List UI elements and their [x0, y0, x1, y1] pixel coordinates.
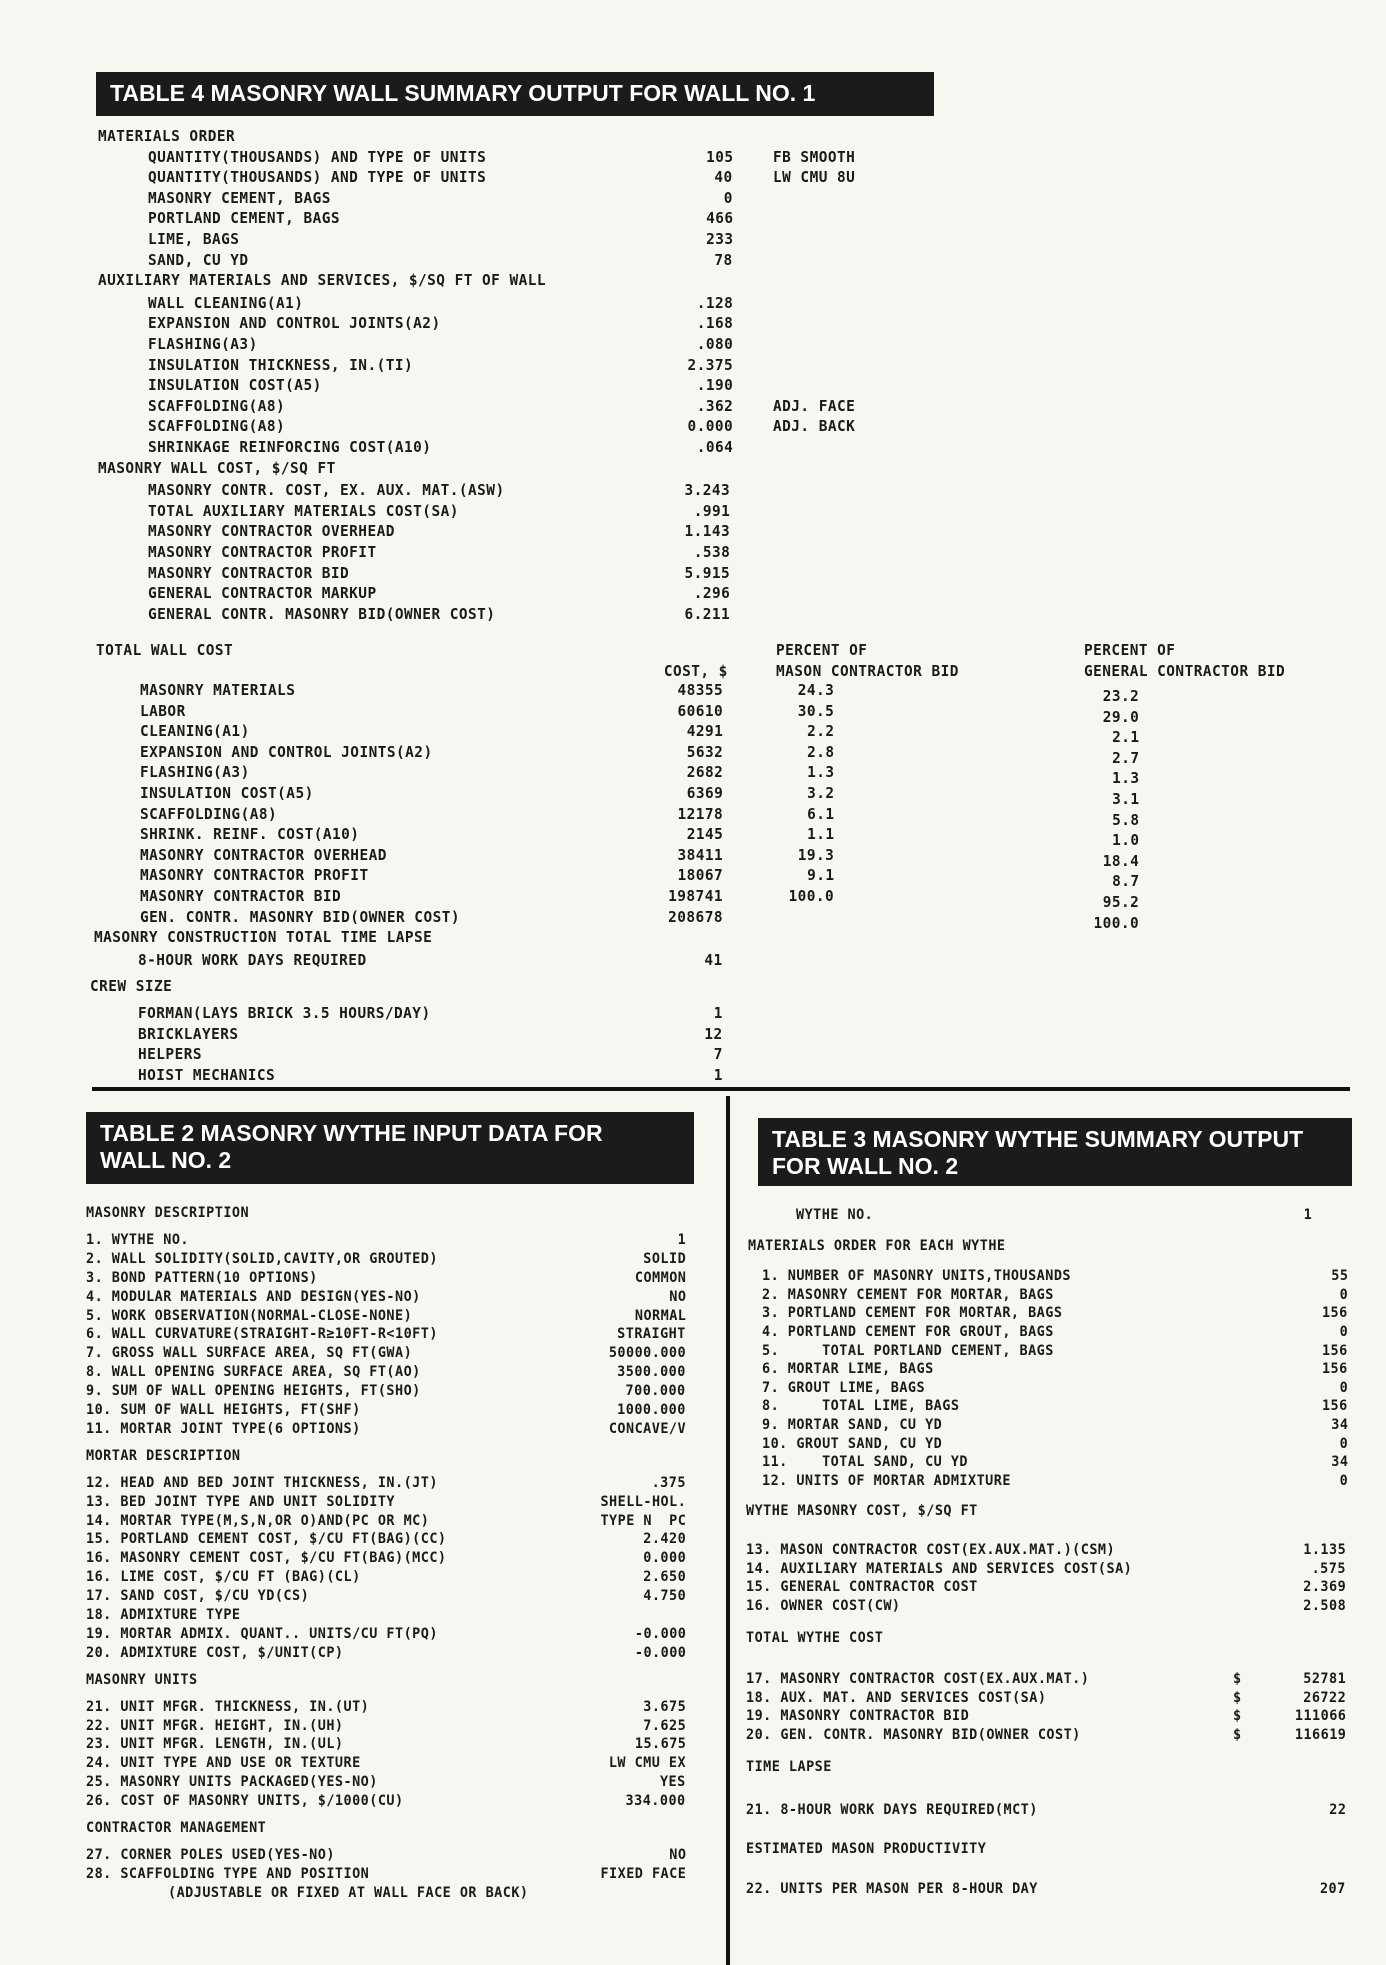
row-pct-mason: 100.0: [788, 887, 834, 905]
row-value: YES: [660, 1774, 686, 1791]
row-cost: 48355: [677, 681, 723, 699]
row-label: 15. PORTLAND CEMENT COST, $/CU FT(BAG)(CC): [86, 1531, 447, 1548]
row-currency: $: [1233, 1708, 1242, 1725]
row-value: 3.675: [643, 1698, 686, 1715]
row-value: 0: [1339, 1286, 1348, 1303]
row-label: 9. MORTAR SAND, CU YD: [762, 1417, 943, 1433]
table3-title: [758, 1118, 1352, 1186]
row-pct-mason: 1.3: [806, 763, 834, 782]
row-label: 11. TOTAL SAND, CU YD: [762, 1454, 969, 1471]
row-value: -0.000: [634, 1625, 686, 1642]
row-value: .575: [1311, 1560, 1346, 1577]
row-label: MASONRY CONTRACTOR OVERHEAD: [140, 845, 387, 864]
row-value: 6.211: [684, 604, 730, 623]
row-label: 1. NUMBER OF MASONRY UNITS,THOUSANDS: [762, 1268, 1072, 1285]
row-value: 5.915: [684, 563, 730, 582]
row-label: EXPANSION AND CONTROL JOINTS(A2): [140, 742, 433, 761]
row-label: 12. HEAD AND BED JOINT THICKNESS, IN.(JT): [86, 1474, 438, 1491]
section-heading: WYTHE MASONRY COST, $/SQ FT: [746, 1503, 978, 1520]
row-note: LW CMU 8U: [773, 168, 856, 187]
row-label: 3. PORTLAND CEMENT FOR MORTAR, BAGS: [762, 1305, 1063, 1322]
row-cost: 5632: [686, 742, 723, 761]
row-value: .080: [696, 335, 733, 353]
row-value: 0: [1339, 1472, 1348, 1489]
row-value: SOLID: [643, 1250, 686, 1267]
row-value: 1: [677, 1231, 686, 1248]
row-label: MASONRY CONTR. COST, EX. AUX. MAT.(ASW): [148, 481, 505, 500]
table4-title: [96, 72, 934, 116]
row-value: 700.000: [625, 1383, 686, 1400]
table-title-line: FOR WALL NO. 2: [772, 1153, 959, 1179]
row-label: 8. TOTAL LIME, BAGS: [762, 1398, 960, 1415]
row-cost: 198741: [668, 887, 723, 905]
row-label: QUANTITY(THOUSANDS) AND TYPE OF UNITS: [148, 147, 487, 166]
row-pct-mason: 9.1: [806, 866, 834, 885]
section-heading: TIME LAPSE: [746, 1759, 832, 1776]
row-value: 50000.000: [608, 1345, 686, 1362]
section-heading: MASONRY UNITS: [86, 1671, 198, 1688]
row-label: 19. MASONRY CONTRACTOR BID: [746, 1708, 970, 1725]
row-label: SCAFFOLDING(A8): [148, 417, 286, 436]
row-value: 111066: [1294, 1708, 1346, 1725]
section-heading: MASONRY CONSTRUCTION TOTAL TIME LAPSE: [94, 928, 433, 947]
row-label: 7. GROSS WALL SURFACE AREA, SQ FT(GWA): [86, 1345, 413, 1362]
row-label: EXPANSION AND CONTROL JOINTS(A2): [148, 314, 441, 333]
row-label: 26. COST OF MASONRY UNITS, $/1000(CU): [86, 1793, 404, 1810]
row-value: 0.000: [687, 417, 733, 436]
row-cost: 18067: [677, 866, 723, 885]
row-label: SHRINKAGE REINFORCING COST(A10): [148, 438, 432, 456]
row-pct-mason: 3.2: [806, 784, 834, 802]
row-pct-mason: 24.3: [797, 681, 834, 699]
row-value: 2.650: [643, 1569, 686, 1586]
row-label: 22. UNIT MFGR. HEIGHT, IN.(UH): [86, 1717, 344, 1734]
row-label: SAND, CU YD: [148, 250, 249, 269]
row-label: HELPERS: [138, 1045, 203, 1064]
row-label: MASONRY CEMENT, BAGS: [148, 188, 331, 207]
row-value: .064: [696, 438, 733, 456]
row-currency: $: [1233, 1726, 1242, 1743]
table-title-line: TABLE 4 MASONRY WALL SUMMARY OUTPUT FOR WALL NO. 1: [110, 80, 816, 106]
row-label: SCAFFOLDING(A8): [140, 804, 278, 823]
row-value: .991: [693, 501, 730, 520]
row-value: 1: [713, 1065, 723, 1084]
row-label: TOTAL AUXILIARY MATERIALS COST(SA): [148, 501, 459, 520]
row-label: 13. BED JOINT TYPE AND UNIT SOLIDITY: [86, 1493, 396, 1510]
row-pct-mason: 30.5: [797, 701, 834, 720]
row-value: 0: [1339, 1379, 1348, 1396]
row-value: 12: [704, 1024, 723, 1043]
row-pct-mason: 2.8: [806, 742, 834, 761]
row-pct-general: 2.7: [1111, 748, 1139, 767]
row-label: 19. MORTAR ADMIX. QUANT.. UNITS/CU FT(PQ): [86, 1625, 438, 1642]
row-value: FIXED FACE: [600, 1865, 686, 1882]
row-label: 16. OWNER COST(CW): [746, 1597, 901, 1614]
row-label: 9. SUM OF WALL OPENING HEIGHTS, FT(SHO): [86, 1383, 421, 1400]
row-label: GENERAL CONTR. MASONRY BID(OWNER COST): [148, 604, 496, 623]
row-cost: 6369: [686, 784, 723, 802]
row-label: FORMAN(LAYS BRICK 3.5 HOURS/DAY): [138, 1004, 431, 1022]
section-heading: TOTAL WYTHE COST: [746, 1630, 884, 1647]
row-value: 7: [713, 1045, 723, 1064]
row-note: (ADJUSTABLE OR FIXED AT WALL FACE OR BACK): [168, 1884, 529, 1901]
row-label: MASONRY MATERIALS: [140, 681, 296, 699]
row-label: 4. PORTLAND CEMENT FOR GROUT, BAGS: [762, 1324, 1054, 1340]
column-header: COST, $: [663, 662, 728, 680]
table2-title: [86, 1112, 694, 1184]
row-cost: 38411: [677, 845, 723, 864]
row-value: 34: [1330, 1454, 1348, 1471]
row-label: GENERAL CONTRACTOR MARKUP: [148, 584, 377, 603]
row-note: ADJ. BACK: [773, 417, 856, 436]
section-heading: ESTIMATED MASON PRODUCTIVITY: [746, 1840, 987, 1857]
row-label: 6. WALL CURVATURE(STRAIGHT-R≥10FT-R<10FT): [86, 1326, 438, 1343]
row-label: BRICKLAYERS: [138, 1024, 239, 1043]
row-label: HOIST MECHANICS: [138, 1065, 276, 1084]
row-label: MASONRY CONTRACTOR PROFIT: [140, 866, 369, 885]
row-label: 14. AUXILIARY MATERIALS AND SERVICES COST(SA): [746, 1560, 1133, 1577]
row-label: SHRINK. REINF. COST(A10): [140, 825, 360, 844]
row-value: TYPE N PC: [600, 1512, 686, 1529]
row-value: 22: [1328, 1802, 1346, 1818]
section-heading: CREW SIZE: [90, 977, 173, 996]
column-header: MASON CONTRACTOR BID: [776, 662, 959, 680]
row-label: 18. AUX. MAT. AND SERVICES COST(SA): [746, 1689, 1047, 1706]
row-label: 22. UNITS PER MASON PER 8-HOUR DAY: [746, 1881, 1038, 1898]
row-note: FB SMOOTH: [773, 147, 856, 166]
row-value: 2.375: [687, 355, 733, 374]
row-value: .362: [696, 396, 733, 415]
row-label: 3. BOND PATTERN(10 OPTIONS): [86, 1269, 318, 1286]
row-value: 2.420: [643, 1531, 686, 1548]
row-value: .128: [696, 293, 733, 312]
row-label: 21. UNIT MFGR. THICKNESS, IN.(UT): [86, 1698, 370, 1715]
row-value: 3.243: [684, 481, 730, 500]
section-heading: AUXILIARY MATERIALS AND SERVICES, $/SQ FT OF WALL: [98, 271, 547, 290]
row-label: 16. MASONRY CEMENT COST, $/CU FT(BAG)(MCC): [86, 1550, 447, 1567]
row-value: 156: [1322, 1342, 1348, 1359]
row-value: 78: [714, 250, 733, 269]
row-label: 20. ADMIXTURE COST, $/UNIT(CP): [86, 1644, 344, 1661]
section-heading: MASONRY WALL COST, $/SQ FT: [98, 458, 336, 477]
row-label: 28. SCAFFOLDING TYPE AND POSITION: [86, 1865, 370, 1882]
row-value: 40: [714, 168, 733, 187]
row-pct-mason: 6.1: [806, 804, 834, 823]
row-label: 17. SAND COST, $/CU YD(CS): [86, 1588, 310, 1605]
column-header: PERCENT OF: [776, 641, 868, 659]
section-heading: MATERIALS ORDER FOR EACH WYTHE: [748, 1237, 1006, 1254]
row-label: 20. GEN. CONTR. MASONRY BID(OWNER COST): [746, 1726, 1081, 1743]
row-value: 26722: [1303, 1689, 1346, 1706]
row-label: 5. TOTAL PORTLAND CEMENT, BAGS: [762, 1342, 1054, 1359]
row-cost: 2682: [686, 763, 723, 782]
row-label: FLASHING(A3): [148, 335, 258, 353]
row-pct-general: 1.3: [1111, 769, 1139, 788]
row-label: 24. UNIT TYPE AND USE OR TEXTURE: [86, 1755, 361, 1772]
row-value: 1: [1303, 1207, 1312, 1223]
row-value: 34: [1330, 1417, 1348, 1433]
row-label: 8-HOUR WORK DAYS REQUIRED: [138, 950, 367, 969]
row-pct-general: 8.7: [1111, 872, 1139, 891]
row-value: 7.625: [643, 1717, 686, 1734]
row-value: 1: [713, 1004, 723, 1022]
row-label: 6. MORTAR LIME, BAGS: [762, 1361, 934, 1378]
row-label: 8. WALL OPENING SURFACE AREA, SQ FT(AO): [86, 1364, 421, 1381]
row-value: .190: [696, 376, 733, 395]
row-label: INSULATION COST(A5): [140, 784, 314, 802]
row-pct-general: 95.2: [1102, 893, 1139, 911]
row-pct-general: 29.0: [1102, 707, 1139, 726]
row-value: 466: [705, 209, 733, 228]
row-value: 1.135: [1303, 1542, 1346, 1558]
row-label: 2. MASONRY CEMENT FOR MORTAR, BAGS: [762, 1286, 1054, 1303]
table-title-line: TABLE 2 MASONRY WYTHE INPUT DATA FOR: [100, 1120, 603, 1146]
divider-rule: [726, 1096, 730, 1965]
row-label: 18. ADMIXTURE TYPE: [86, 1607, 241, 1623]
row-value: 116619: [1294, 1726, 1346, 1743]
row-label: WYTHE NO.: [796, 1207, 874, 1223]
row-value: NORMAL: [634, 1307, 686, 1324]
row-value: LW CMU EX: [608, 1755, 686, 1772]
row-label: 23. UNIT MFGR. LENGTH, IN.(UL): [86, 1736, 344, 1753]
row-label: 10. GROUT SAND, CU YD: [762, 1435, 943, 1452]
row-value: 0: [723, 188, 733, 207]
row-label: WALL CLEANING(A1): [148, 293, 304, 312]
row-note: ADJ. FACE: [773, 396, 856, 415]
row-pct-mason: 1.1: [806, 825, 834, 844]
row-value: 3500.000: [617, 1364, 686, 1381]
row-value: SHELL-HOL.: [600, 1493, 686, 1510]
section-heading: MASONRY DESCRIPTION: [86, 1205, 250, 1221]
row-pct-general: 1.0: [1111, 831, 1139, 850]
row-label: 5. WORK OBSERVATION(NORMAL-CLOSE-NONE): [86, 1307, 413, 1324]
section-heading: MORTAR DESCRIPTION: [86, 1447, 241, 1464]
row-label: 1. WYTHE NO.: [86, 1231, 190, 1248]
row-currency: $: [1233, 1671, 1242, 1687]
row-value: 52781: [1303, 1671, 1346, 1687]
row-pct-general: 5.8: [1111, 810, 1139, 829]
row-label: MASONRY CONTRACTOR BID: [140, 887, 342, 905]
row-pct-general: 18.4: [1102, 851, 1139, 870]
table-title-line: WALL NO. 2: [100, 1147, 232, 1173]
row-label: LIME, BAGS: [148, 230, 240, 248]
row-value: 156: [1322, 1361, 1348, 1378]
row-value: 0: [1339, 1324, 1348, 1340]
row-label: CLEANING(A1): [140, 722, 250, 741]
row-pct-mason: 19.3: [797, 845, 834, 864]
row-value: 1000.000: [617, 1402, 686, 1418]
row-label: INSULATION THICKNESS, IN.(TI): [148, 355, 414, 374]
row-value: CONCAVE/V: [608, 1420, 686, 1437]
row-value: 156: [1322, 1398, 1348, 1415]
row-value: 15.675: [634, 1736, 686, 1753]
row-value: 2.508: [1303, 1597, 1346, 1614]
row-label: LABOR: [140, 701, 186, 720]
row-label: 4. MODULAR MATERIALS AND DESIGN(YES-NO): [86, 1288, 421, 1305]
row-value: 105: [705, 147, 733, 166]
row-value: 207: [1320, 1881, 1346, 1898]
section-heading: CONTRACTOR MANAGEMENT: [86, 1820, 267, 1836]
row-label: 11. MORTAR JOINT TYPE(6 OPTIONS): [86, 1420, 361, 1437]
row-pct-general: 3.1: [1111, 790, 1139, 808]
row-label: 21. 8-HOUR WORK DAYS REQUIRED(MCT): [746, 1802, 1038, 1818]
row-label: PORTLAND CEMENT, BAGS: [148, 209, 341, 228]
column-header: GENERAL CONTRACTOR BID: [1084, 662, 1286, 680]
row-value: 156: [1322, 1305, 1348, 1322]
column-header: PERCENT OF: [1084, 641, 1176, 659]
row-label: 7. GROUT LIME, BAGS: [762, 1379, 926, 1396]
row-label: 17. MASONRY CONTRACTOR COST(EX.AUX.MAT.): [746, 1671, 1090, 1687]
row-value: NO: [668, 1846, 686, 1863]
row-cost: 4291: [686, 722, 723, 741]
row-value: COMMON: [634, 1269, 686, 1286]
row-currency: $: [1233, 1689, 1242, 1706]
row-label: SCAFFOLDING(A8): [148, 396, 286, 415]
row-pct-general: 23.2: [1102, 687, 1139, 705]
row-cost: 60610: [677, 701, 723, 720]
table-title-line: TABLE 3 MASONRY WYTHE SUMMARY OUTPUT: [772, 1126, 1304, 1152]
row-label: 25. MASONRY UNITS PACKAGED(YES-NO): [86, 1774, 378, 1791]
row-label: GEN. CONTR. MASONRY BID(OWNER COST): [140, 907, 461, 926]
row-label: 27. CORNER POLES USED(YES-NO): [86, 1846, 335, 1863]
row-label: 16. LIME COST, $/CU FT (BAG)(CL): [86, 1569, 361, 1586]
row-label: 2. WALL SOLIDITY(SOLID,CAVITY,OR GROUTED): [86, 1250, 438, 1267]
row-value: 334.000: [625, 1793, 686, 1810]
row-value: STRAIGHT: [617, 1326, 686, 1343]
row-label: MASONRY CONTRACTOR OVERHEAD: [148, 522, 395, 541]
section-heading: TOTAL WALL COST: [96, 641, 234, 659]
row-cost: 208678: [668, 907, 723, 926]
row-label: FLASHING(A3): [140, 763, 250, 782]
row-value: 4.750: [643, 1588, 686, 1605]
row-cost: 2145: [686, 825, 723, 844]
divider-rule: [92, 1087, 1350, 1091]
row-label: 10. SUM OF WALL HEIGHTS, FT(SHF): [86, 1402, 361, 1418]
row-value: .296: [693, 584, 730, 603]
row-value: 0.000: [643, 1550, 686, 1567]
row-label: 12. UNITS OF MORTAR ADMIXTURE: [762, 1472, 1011, 1489]
row-label: QUANTITY(THOUSANDS) AND TYPE OF UNITS: [148, 168, 487, 187]
row-value: -0.000: [634, 1644, 686, 1661]
row-label: INSULATION COST(A5): [148, 376, 322, 395]
row-value: 55: [1330, 1268, 1348, 1285]
row-value: 233: [705, 230, 733, 248]
row-label: MASONRY CONTRACTOR PROFIT: [148, 543, 377, 561]
row-pct-general: 2.1: [1111, 728, 1139, 747]
row-value: 2.369: [1303, 1579, 1346, 1596]
row-value: 0: [1339, 1435, 1348, 1452]
row-label: 15. GENERAL CONTRACTOR COST: [746, 1579, 978, 1596]
row-label: MASONRY CONTRACTOR BID: [148, 563, 350, 582]
row-value: 41: [704, 950, 723, 969]
row-value: .538: [693, 543, 730, 561]
row-value: 1.143: [684, 522, 730, 541]
row-label: 14. MORTAR TYPE(M,S,N,OR O)AND(PC OR MC): [86, 1512, 430, 1529]
row-pct-general: 100.0: [1093, 913, 1139, 932]
row-pct-mason: 2.2: [806, 722, 834, 741]
row-value: .375: [651, 1474, 686, 1491]
section-heading: MATERIALS ORDER: [98, 127, 236, 145]
row-cost: 12178: [677, 804, 723, 823]
row-label: 13. MASON CONTRACTOR COST(EX.AUX.MAT.)(CSM): [746, 1542, 1116, 1558]
row-value: .168: [696, 314, 733, 333]
row-value: NO: [668, 1288, 686, 1305]
